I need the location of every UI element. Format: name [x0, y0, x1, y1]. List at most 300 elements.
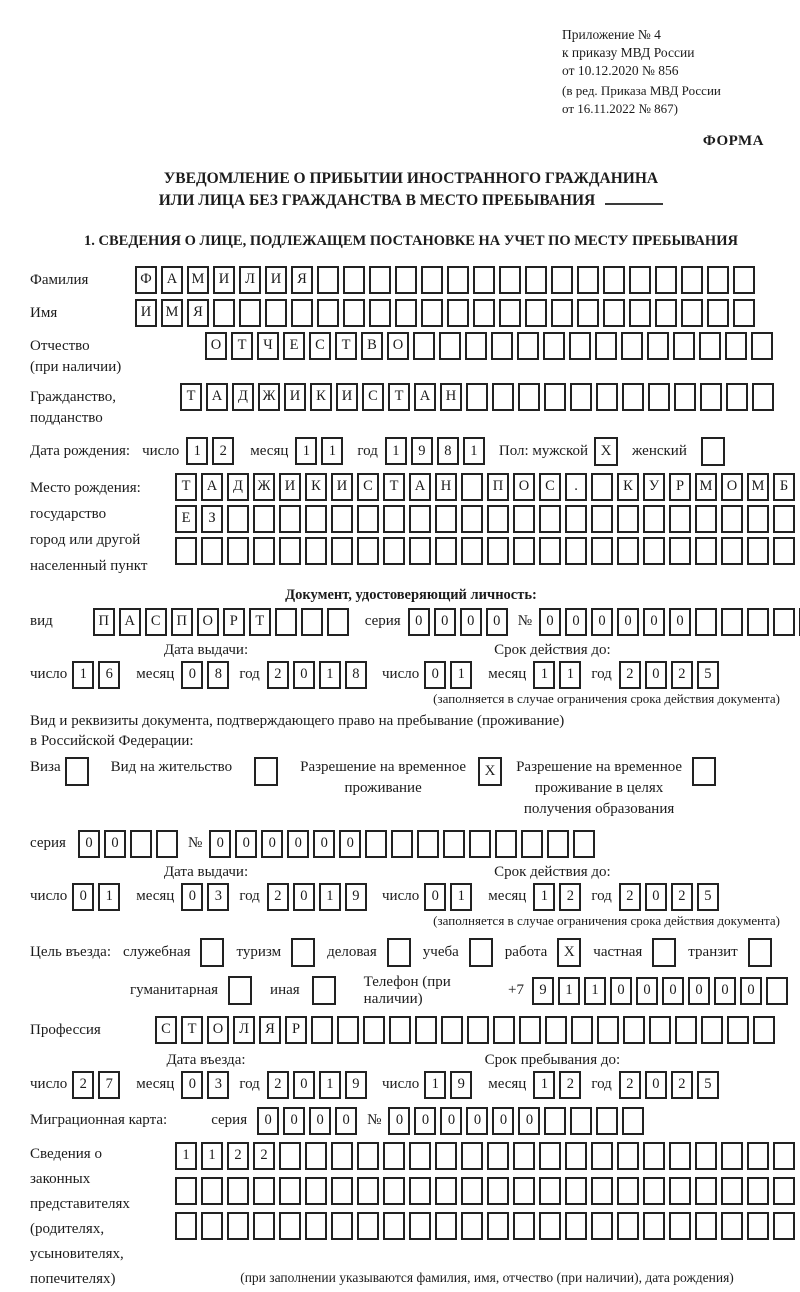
char-box[interactable] [766, 977, 788, 1005]
char-box[interactable] [545, 1016, 567, 1044]
char-box[interactable]: У [643, 473, 665, 501]
char-box[interactable]: 0 [235, 830, 257, 858]
char-box[interactable]: 0 [339, 830, 361, 858]
char-box[interactable] [357, 505, 379, 533]
char-box[interactable] [409, 1177, 431, 1205]
char-box[interactable]: 1 [424, 1071, 446, 1099]
char-box[interactable]: К [305, 473, 327, 501]
char-box[interactable] [517, 332, 539, 360]
char-box[interactable]: 0 [181, 661, 203, 689]
char-box[interactable]: 0 [645, 1071, 667, 1099]
char-box[interactable] [389, 1016, 411, 1044]
char-box[interactable]: Я [291, 266, 313, 294]
char-box[interactable] [727, 1016, 749, 1044]
char-box[interactable] [265, 299, 287, 327]
char-box[interactable]: 0 [414, 1107, 436, 1135]
char-box[interactable] [253, 1177, 275, 1205]
char-box[interactable]: Н [440, 383, 462, 411]
char-box[interactable] [707, 299, 729, 327]
char-box[interactable] [369, 299, 391, 327]
char-box[interactable]: 1 [450, 883, 472, 911]
char-box[interactable]: И [135, 299, 157, 327]
char-box[interactable] [747, 1142, 769, 1170]
char-box[interactable]: 0 [518, 1107, 540, 1135]
char-box[interactable]: 1 [175, 1142, 197, 1170]
char-box[interactable]: 0 [388, 1107, 410, 1135]
char-box[interactable] [487, 1177, 509, 1205]
purpose-other-checkbox[interactable] [312, 976, 336, 1005]
char-box[interactable] [747, 537, 769, 565]
char-box[interactable]: Е [175, 505, 197, 533]
char-box[interactable] [447, 299, 469, 327]
char-box[interactable] [725, 332, 747, 360]
purpose-business-checkbox[interactable] [387, 938, 411, 967]
char-box[interactable] [753, 1016, 775, 1044]
char-box[interactable] [409, 1212, 431, 1240]
char-box[interactable] [363, 1016, 385, 1044]
char-box[interactable] [383, 505, 405, 533]
char-box[interactable]: 0 [714, 977, 736, 1005]
char-box[interactable] [773, 1142, 795, 1170]
char-box[interactable] [595, 332, 617, 360]
char-box[interactable]: П [487, 473, 509, 501]
char-box[interactable] [539, 505, 561, 533]
char-box[interactable] [467, 1016, 489, 1044]
char-box[interactable] [570, 1107, 592, 1135]
char-box[interactable] [421, 299, 443, 327]
char-box[interactable] [435, 1177, 457, 1205]
char-box[interactable]: М [187, 266, 209, 294]
char-box[interactable] [655, 266, 677, 294]
char-box[interactable] [669, 1177, 691, 1205]
char-box[interactable] [513, 505, 535, 533]
char-box[interactable]: З [201, 505, 223, 533]
char-box[interactable]: Л [239, 266, 261, 294]
char-box[interactable] [461, 537, 483, 565]
char-box[interactable] [747, 1212, 769, 1240]
char-box[interactable] [617, 1177, 639, 1205]
char-box[interactable] [227, 537, 249, 565]
char-box[interactable]: С [155, 1016, 177, 1044]
char-box[interactable] [647, 332, 669, 360]
char-box[interactable] [591, 1177, 613, 1205]
char-box[interactable]: 0 [591, 608, 613, 636]
char-box[interactable]: 0 [636, 977, 658, 1005]
char-box[interactable] [513, 537, 535, 565]
char-box[interactable] [357, 1142, 379, 1170]
char-box[interactable] [701, 1016, 723, 1044]
char-box[interactable]: 0 [740, 977, 762, 1005]
char-box[interactable] [525, 299, 547, 327]
char-box[interactable] [201, 1177, 223, 1205]
char-box[interactable] [317, 266, 339, 294]
char-box[interactable] [565, 505, 587, 533]
char-box[interactable] [331, 505, 353, 533]
char-box[interactable]: 0 [181, 1071, 203, 1099]
char-box[interactable] [461, 1177, 483, 1205]
char-box[interactable]: Л [233, 1016, 255, 1044]
char-box[interactable] [447, 266, 469, 294]
char-box[interactable]: 0 [688, 977, 710, 1005]
char-box[interactable] [130, 830, 152, 858]
char-box[interactable] [409, 537, 431, 565]
char-box[interactable]: 9 [450, 1071, 472, 1099]
char-box[interactable] [623, 1016, 645, 1044]
char-box[interactable]: 1 [385, 437, 407, 465]
char-box[interactable] [239, 299, 261, 327]
char-box[interactable] [461, 473, 483, 501]
char-box[interactable] [695, 1142, 717, 1170]
char-box[interactable] [519, 1016, 541, 1044]
char-box[interactable]: А [161, 266, 183, 294]
char-box[interactable]: 0 [293, 883, 315, 911]
char-box[interactable]: 0 [610, 977, 632, 1005]
char-box[interactable] [695, 608, 717, 636]
char-box[interactable] [343, 299, 365, 327]
char-box[interactable] [577, 299, 599, 327]
char-box[interactable]: 2 [619, 883, 641, 911]
char-box[interactable] [415, 1016, 437, 1044]
char-box[interactable] [383, 1177, 405, 1205]
char-box[interactable] [565, 1177, 587, 1205]
char-box[interactable] [441, 1016, 463, 1044]
char-box[interactable] [695, 1177, 717, 1205]
char-box[interactable]: 0 [257, 1107, 279, 1135]
char-box[interactable] [547, 830, 569, 858]
char-box[interactable] [700, 383, 722, 411]
char-box[interactable]: 7 [98, 1071, 120, 1099]
char-box[interactable]: А [409, 473, 431, 501]
char-box[interactable]: 8 [437, 437, 459, 465]
char-box[interactable]: Т [231, 332, 253, 360]
char-box[interactable] [317, 299, 339, 327]
char-box[interactable]: 1 [98, 883, 120, 911]
char-box[interactable] [675, 1016, 697, 1044]
char-box[interactable]: П [171, 608, 193, 636]
char-box[interactable] [413, 332, 435, 360]
char-box[interactable] [337, 1016, 359, 1044]
char-box[interactable] [565, 1142, 587, 1170]
char-box[interactable] [674, 383, 696, 411]
char-box[interactable]: 2 [671, 883, 693, 911]
char-box[interactable] [551, 299, 573, 327]
purpose-tourism-checkbox[interactable] [291, 938, 315, 967]
char-box[interactable] [357, 1212, 379, 1240]
char-box[interactable] [305, 1177, 327, 1205]
char-box[interactable]: 0 [309, 1107, 331, 1135]
char-box[interactable] [721, 537, 743, 565]
char-box[interactable] [603, 299, 625, 327]
char-box[interactable]: 9 [411, 437, 433, 465]
char-box[interactable]: 1 [584, 977, 606, 1005]
char-box[interactable]: 2 [559, 883, 581, 911]
char-box[interactable] [747, 505, 769, 533]
char-box[interactable] [435, 537, 457, 565]
char-box[interactable] [253, 537, 275, 565]
char-box[interactable] [395, 266, 417, 294]
char-box[interactable] [673, 332, 695, 360]
char-box[interactable] [591, 537, 613, 565]
char-box[interactable]: 0 [669, 608, 691, 636]
char-box[interactable] [383, 1212, 405, 1240]
char-box[interactable]: О [513, 473, 535, 501]
char-box[interactable] [721, 608, 743, 636]
char-box[interactable] [643, 1142, 665, 1170]
char-box[interactable] [643, 505, 665, 533]
char-box[interactable] [695, 537, 717, 565]
char-box[interactable] [649, 1016, 671, 1044]
char-box[interactable]: 3 [207, 1071, 229, 1099]
char-box[interactable] [279, 537, 301, 565]
char-box[interactable]: А [206, 383, 228, 411]
char-box[interactable]: 1 [319, 883, 341, 911]
char-box[interactable]: А [201, 473, 223, 501]
char-box[interactable] [699, 332, 721, 360]
char-box[interactable]: 0 [643, 608, 665, 636]
char-box[interactable]: 8 [207, 661, 229, 689]
char-box[interactable] [331, 1142, 353, 1170]
char-box[interactable] [491, 332, 513, 360]
char-box[interactable]: 2 [72, 1071, 94, 1099]
char-box[interactable]: М [161, 299, 183, 327]
char-box[interactable] [409, 1142, 431, 1170]
char-box[interactable] [435, 505, 457, 533]
char-box[interactable] [175, 1177, 197, 1205]
char-box[interactable]: М [747, 473, 769, 501]
char-box[interactable]: Р [223, 608, 245, 636]
char-box[interactable]: Т [388, 383, 410, 411]
char-box[interactable] [669, 1142, 691, 1170]
char-box[interactable]: 0 [313, 830, 335, 858]
char-box[interactable]: 5 [697, 1071, 719, 1099]
purpose-official-checkbox[interactable] [200, 938, 224, 967]
char-box[interactable] [591, 1142, 613, 1170]
char-box[interactable] [383, 1142, 405, 1170]
char-box[interactable]: Т [180, 383, 202, 411]
char-box[interactable]: Я [187, 299, 209, 327]
char-box[interactable] [681, 266, 703, 294]
char-box[interactable] [751, 332, 773, 360]
char-box[interactable]: 1 [533, 661, 555, 689]
char-box[interactable]: 0 [565, 608, 587, 636]
char-box[interactable]: О [721, 473, 743, 501]
char-box[interactable]: 0 [293, 1071, 315, 1099]
char-box[interactable]: О [387, 332, 409, 360]
char-box[interactable] [525, 266, 547, 294]
char-box[interactable] [539, 1212, 561, 1240]
char-box[interactable] [487, 505, 509, 533]
char-box[interactable] [539, 1142, 561, 1170]
sex-male-checkbox[interactable]: X [594, 437, 618, 466]
char-box[interactable]: 0 [261, 830, 283, 858]
char-box[interactable] [591, 1212, 613, 1240]
char-box[interactable]: 0 [78, 830, 100, 858]
char-box[interactable]: 2 [253, 1142, 275, 1170]
char-box[interactable]: 0 [662, 977, 684, 1005]
char-box[interactable] [571, 1016, 593, 1044]
char-box[interactable]: С [362, 383, 384, 411]
char-box[interactable]: 1 [186, 437, 208, 465]
char-box[interactable] [473, 266, 495, 294]
char-box[interactable] [279, 1212, 301, 1240]
char-box[interactable]: И [213, 266, 235, 294]
char-box[interactable] [279, 1177, 301, 1205]
char-box[interactable] [473, 299, 495, 327]
char-box[interactable] [721, 505, 743, 533]
char-box[interactable] [435, 1212, 457, 1240]
char-box[interactable] [439, 332, 461, 360]
char-box[interactable] [513, 1212, 535, 1240]
char-box[interactable] [655, 299, 677, 327]
char-box[interactable]: 0 [72, 883, 94, 911]
char-box[interactable] [291, 299, 313, 327]
char-box[interactable] [227, 1212, 249, 1240]
char-box[interactable]: 1 [450, 661, 472, 689]
char-box[interactable] [327, 608, 349, 636]
char-box[interactable] [305, 1142, 327, 1170]
char-box[interactable]: 0 [335, 1107, 357, 1135]
char-box[interactable] [648, 383, 670, 411]
char-box[interactable]: 0 [486, 608, 508, 636]
char-box[interactable] [443, 830, 465, 858]
char-box[interactable]: 0 [104, 830, 126, 858]
char-box[interactable] [493, 1016, 515, 1044]
char-box[interactable]: Т [335, 332, 357, 360]
char-box[interactable] [499, 266, 521, 294]
char-box[interactable]: И [265, 266, 287, 294]
char-box[interactable]: 6 [98, 661, 120, 689]
char-box[interactable]: И [284, 383, 306, 411]
char-box[interactable]: 5 [697, 661, 719, 689]
char-box[interactable]: 1 [463, 437, 485, 465]
char-box[interactable] [569, 332, 591, 360]
char-box[interactable]: 2 [227, 1142, 249, 1170]
char-box[interactable] [695, 1212, 717, 1240]
char-box[interactable]: И [336, 383, 358, 411]
char-box[interactable] [629, 266, 651, 294]
char-box[interactable] [465, 332, 487, 360]
char-box[interactable]: К [617, 473, 639, 501]
char-box[interactable]: 3 [207, 883, 229, 911]
char-box[interactable]: 9 [345, 1071, 367, 1099]
char-box[interactable] [331, 1212, 353, 1240]
char-box[interactable] [773, 505, 795, 533]
char-box[interactable] [279, 1142, 301, 1170]
char-box[interactable]: 2 [671, 661, 693, 689]
char-box[interactable] [733, 266, 755, 294]
edu-permit-checkbox[interactable] [692, 757, 716, 786]
char-box[interactable]: 1 [201, 1142, 223, 1170]
char-box[interactable]: 0 [645, 661, 667, 689]
char-box[interactable] [369, 266, 391, 294]
char-box[interactable]: 2 [267, 661, 289, 689]
char-box[interactable] [617, 505, 639, 533]
char-box[interactable] [409, 505, 431, 533]
char-box[interactable] [305, 1212, 327, 1240]
char-box[interactable]: Т [175, 473, 197, 501]
char-box[interactable]: 1 [533, 883, 555, 911]
char-box[interactable]: Р [285, 1016, 307, 1044]
char-box[interactable] [311, 1016, 333, 1044]
char-box[interactable] [421, 266, 443, 294]
sex-female-checkbox[interactable] [701, 437, 725, 466]
char-box[interactable]: Н [435, 473, 457, 501]
char-box[interactable] [201, 537, 223, 565]
char-box[interactable] [253, 505, 275, 533]
char-box[interactable] [539, 1177, 561, 1205]
char-box[interactable] [544, 1107, 566, 1135]
char-box[interactable] [551, 266, 573, 294]
char-box[interactable]: 9 [345, 883, 367, 911]
char-box[interactable] [573, 830, 595, 858]
char-box[interactable] [603, 266, 625, 294]
char-box[interactable] [707, 266, 729, 294]
char-box[interactable]: М [695, 473, 717, 501]
char-box[interactable] [597, 1016, 619, 1044]
char-box[interactable] [518, 383, 540, 411]
purpose-work-checkbox[interactable]: X [557, 938, 581, 967]
char-box[interactable] [747, 608, 769, 636]
char-box[interactable]: 0 [539, 608, 561, 636]
char-box[interactable] [617, 537, 639, 565]
char-box[interactable] [461, 1212, 483, 1240]
char-box[interactable]: О [207, 1016, 229, 1044]
char-box[interactable]: 2 [267, 1071, 289, 1099]
char-box[interactable] [596, 383, 618, 411]
char-box[interactable]: 0 [181, 883, 203, 911]
char-box[interactable] [521, 830, 543, 858]
char-box[interactable]: 2 [619, 661, 641, 689]
char-box[interactable]: 0 [617, 608, 639, 636]
purpose-humanitarian-checkbox[interactable] [228, 976, 252, 1005]
char-box[interactable] [469, 830, 491, 858]
char-box[interactable] [495, 830, 517, 858]
char-box[interactable]: 2 [212, 437, 234, 465]
char-box[interactable] [695, 505, 717, 533]
char-box[interactable]: Ф [135, 266, 157, 294]
char-box[interactable] [487, 1212, 509, 1240]
char-box[interactable] [622, 1107, 644, 1135]
char-box[interactable] [365, 830, 387, 858]
char-box[interactable] [773, 537, 795, 565]
char-box[interactable]: И [331, 473, 353, 501]
char-box[interactable] [201, 1212, 223, 1240]
char-box[interactable] [279, 505, 301, 533]
purpose-study-checkbox[interactable] [469, 938, 493, 967]
char-box[interactable] [305, 505, 327, 533]
char-box[interactable] [417, 830, 439, 858]
char-box[interactable] [669, 1212, 691, 1240]
char-box[interactable]: И [279, 473, 301, 501]
char-box[interactable]: 1 [558, 977, 580, 1005]
char-box[interactable] [227, 1177, 249, 1205]
char-box[interactable]: Р [669, 473, 691, 501]
char-box[interactable]: А [414, 383, 436, 411]
char-box[interactable]: Б [773, 473, 795, 501]
char-box[interactable] [156, 830, 178, 858]
char-box[interactable] [461, 1142, 483, 1170]
temp-permit-checkbox[interactable]: X [478, 757, 502, 786]
char-box[interactable] [726, 383, 748, 411]
char-box[interactable] [227, 505, 249, 533]
char-box[interactable]: Т [249, 608, 271, 636]
char-box[interactable]: Я [259, 1016, 281, 1044]
char-box[interactable]: С [539, 473, 561, 501]
char-box[interactable] [383, 537, 405, 565]
purpose-transit-checkbox[interactable] [748, 938, 772, 967]
char-box[interactable] [643, 537, 665, 565]
char-box[interactable] [175, 537, 197, 565]
